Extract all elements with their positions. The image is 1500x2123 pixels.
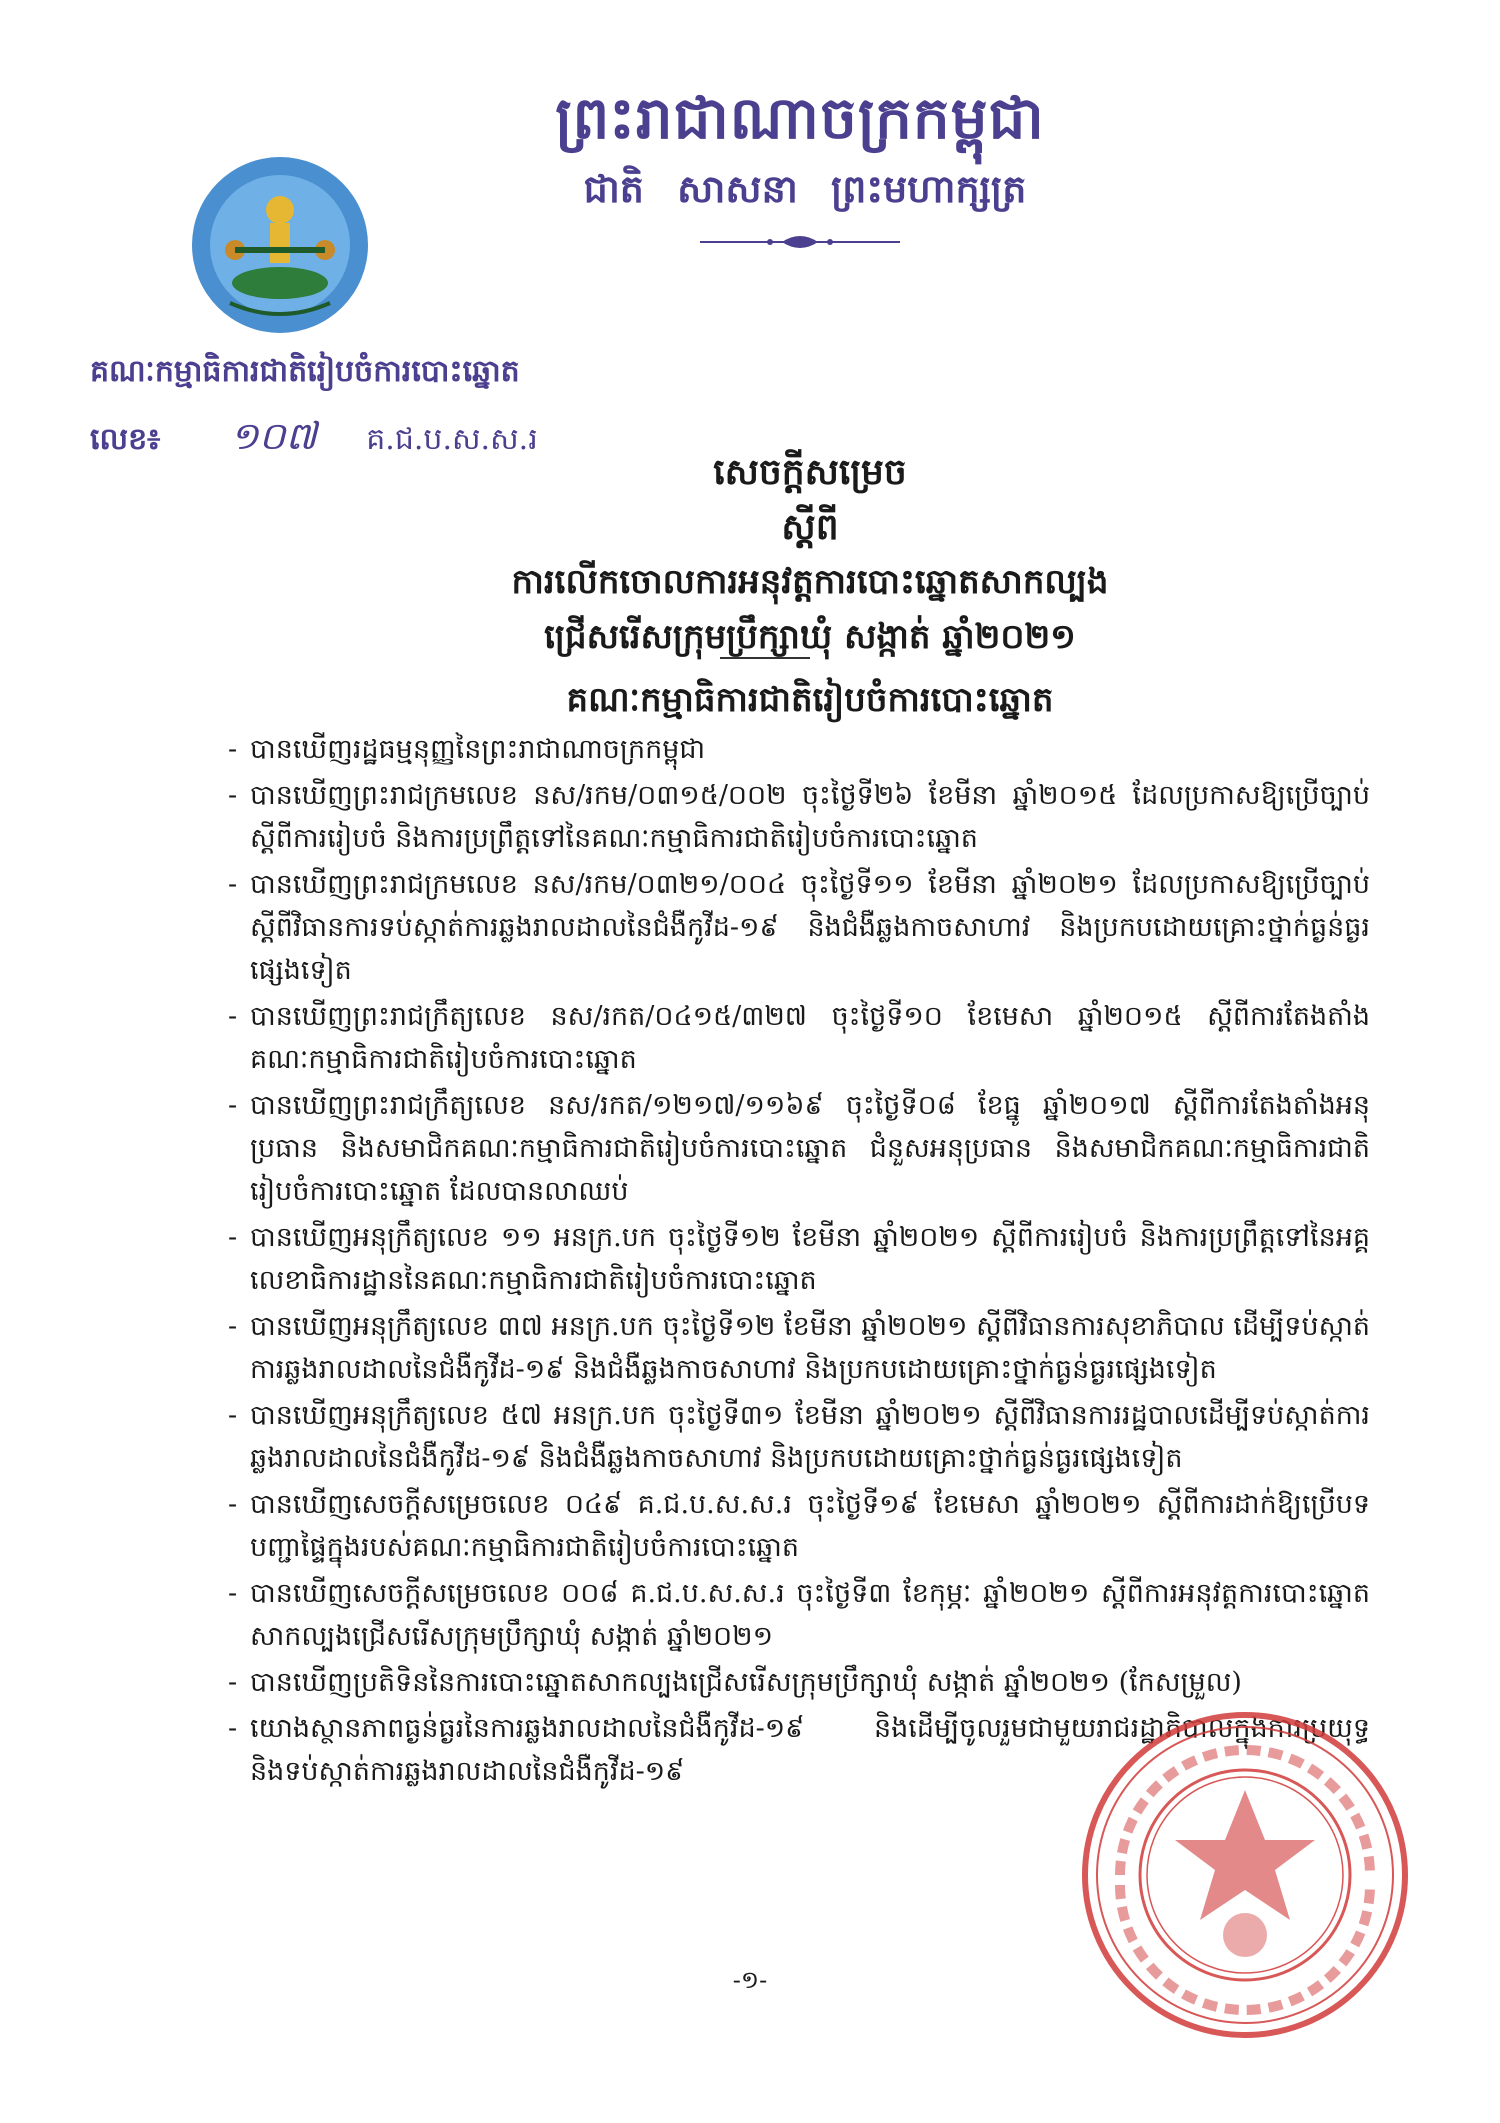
list-item: - បានឃើញអនុក្រឹត្យលេខ ១១ អនក្រ.បក ចុះថ្ងៃទី១២ ខែមីនា ឆ្នាំ២០២១ ស្តីពីការរៀបចំ និងការប្រព្រឹត្តទៅនៃអគ្គលេខាធិការដ្ឋាននៃគណៈកម្មាធិការជាតិរៀបចំការបោះឆ្នោត <box>228 1216 1370 1302</box>
title-divider <box>720 657 810 659</box>
list-item: - យោងស្ថានភាពធ្ងន់ធ្ងរនៃការឆ្លងរាលដាលនៃជំងឺកូវីដ-១៩ និងដើម្បីចូលរួមជាមួយរាជរដ្ឋាភិបាលក្នុងការប្រយុទ្ធ និងទប់ស្កាត់ការឆ្លងរាលដាលនៃជំងឺកូវីដ-១៩ <box>228 1707 1370 1793</box>
kingdom-title: ព្រះរាជាណាចក្រកម្ពុជា <box>555 84 1045 152</box>
list-item: - បានឃើញប្រតិទិននៃការបោះឆ្នោតសាកល្បងជ្រើសរើសក្រុមប្រឹក្សាឃុំ សង្កាត់ ឆ្នាំ២០២១ (កែសម្រួល) <box>228 1661 1370 1704</box>
reference-label: លេខ៖ <box>90 422 161 457</box>
reference-number: ១០៧ <box>229 414 317 458</box>
title-line-3: ការលើកចោលការអនុវត្តការបោះឆ្នោតសាកល្បង <box>511 562 1109 602</box>
title-line-1: សេចក្តីសម្រេច <box>713 451 907 493</box>
preamble-list <box>228 728 1370 1796</box>
list-item: - បានឃើញសេចក្តីសម្រេចលេខ ០៤៩ គ.ជ.ប.ស.ស.រ ចុះថ្ងៃទី១៩ ខែមេសា ឆ្នាំ២០២១ ស្តីពីការដាក់ឱ្យប្រើបទបញ្ជាផ្ទៃក្នុងរបស់គណៈកម្មាធិការជាតិរៀបចំការបោះឆ្នោត <box>228 1483 1370 1569</box>
national-motto: ជាតិ សាសនា ព្រះមហាក្សត្រ <box>583 166 1027 211</box>
reference-suffix: គ.ជ.ប.ស.ស.រ <box>366 422 538 457</box>
list-item: - បានឃើញព្រះរាជក្រមលេខ នស/រកម/០៣១៥/០០២ ចុះថ្ងៃទី២៦ ខែមីនា ឆ្នាំ២០១៥ ដែលប្រកាសឱ្យប្រើច្បាប់ស្តីពីការរៀបចំ និងការប្រព្រឹត្តទៅនៃគណៈកម្មាធិការជាតិរៀបចំការបោះឆ្នោត <box>228 774 1370 860</box>
ornament-divider-icon <box>700 232 900 252</box>
official-seal-icon <box>1080 1710 1410 2040</box>
issuer-heading: គណៈកម្មាធិការជាតិរៀបចំការបោះឆ្នោត <box>566 680 1054 720</box>
title-line-2: ស្តីពី <box>781 506 839 548</box>
list-item: - បានឃើញសេចក្តីសម្រេចលេខ ០០៨ គ.ជ.ប.ស.ស.រ ចុះថ្ងៃទី៣ ខែកុម្ភៈ ឆ្នាំ២០២១ ស្តីពីការអនុវត្តការបោះឆ្នោតសាកល្បងជ្រើសរើសក្រុមប្រឹក្សាឃុំ សង្កាត់ ឆ្នាំ២០២១ <box>228 1572 1370 1658</box>
title-line-4: ជ្រើសរើសក្រុមប្រឹក្សាឃុំ សង្កាត់ ឆ្នាំ២០២១ <box>544 617 1076 657</box>
list-item: - បានឃើញរដ្ឋធម្មនុញ្ញនៃព្រះរាជាណាចក្រកម្ពុជា <box>228 728 1370 771</box>
nec-emblem-icon <box>190 155 370 335</box>
list-item: - បានឃើញព្រះរាជក្រឹត្យលេខ នស/រកត/០៤១៥/៣២៧ ចុះថ្ងៃទី១០ ខែមេសា ឆ្នាំ២០១៥ ស្តីពីការតែងតាំងគណៈកម្មាធិការជាតិរៀបចំការបោះឆ្នោត <box>228 995 1370 1081</box>
list-item: - បានឃើញព្រះរាជក្រឹត្យលេខ នស/រកត/១២១៧/១១៦៩ ចុះថ្ងៃទី០៨ ខែធ្នូ ឆ្នាំ២០១៧ ស្តីពីការតែងតាំងអនុប្រធាន និងសមាជិកគណៈកម្មាធិការជាតិរៀបចំការបោះឆ្នោត ជំនួសអនុប្រធាន និងសមាជិកគណៈកម្មាធិការជាតិរៀបចំការបោះឆ្នោត ដែលបានលាឈប់ <box>228 1084 1370 1213</box>
committee-name: គណៈកម្មាធិការជាតិរៀបចំការបោះឆ្នោត <box>90 354 520 389</box>
list-item: - បានឃើញព្រះរាជក្រមលេខ នស/រកម/០៣២១/០០៤ ចុះថ្ងៃទី១១ ខែមីនា ឆ្នាំ២០២១ ដែលប្រកាសឱ្យប្រើច្បាប់ស្តីពីវិធានការទប់ស្កាត់ការឆ្លងរាលដាលនៃជំងឺកូវីដ-១៩ និងជំងឺឆ្លងកាចសាហាវ និងប្រកបដោយគ្រោះថ្នាក់ធ្ងន់ធ្ងរផ្សេងទៀត <box>228 863 1370 992</box>
decision-title <box>260 445 1360 665</box>
page-number: -១- <box>732 1966 768 1994</box>
list-item: - បានឃើញអនុក្រឹត្យលេខ ៣៧ អនក្រ.បក ចុះថ្ងៃទី១២ ខែមីនា ឆ្នាំ២០២១ ស្តីពីវិធានការសុខាភិបាល ដើម្បីទប់ស្កាត់ការឆ្លងរាលដាលនៃជំងឺកូវីដ-១៩ និងជំងឺឆ្លងកាចសាហាវ និងប្រកបដោយគ្រោះថ្នាក់ធ្ងន់ធ្ងរផ្សេងទៀត <box>228 1305 1370 1391</box>
list-item: - បានឃើញអនុក្រឹត្យលេខ ៥៧ អនក្រ.បក ចុះថ្ងៃទី៣១ ខែមីនា ឆ្នាំ២០២១ ស្តីពីវិធានការរដ្ឋបាលដើម្បីទប់ស្កាត់ការឆ្លងរាលដាលនៃជំងឺកូវីដ-១៩ និងជំងឺឆ្លងកាចសាហាវ និងប្រកបដោយគ្រោះថ្នាក់ធ្ងន់ធ្ងរផ្សេងទៀត <box>228 1394 1370 1480</box>
